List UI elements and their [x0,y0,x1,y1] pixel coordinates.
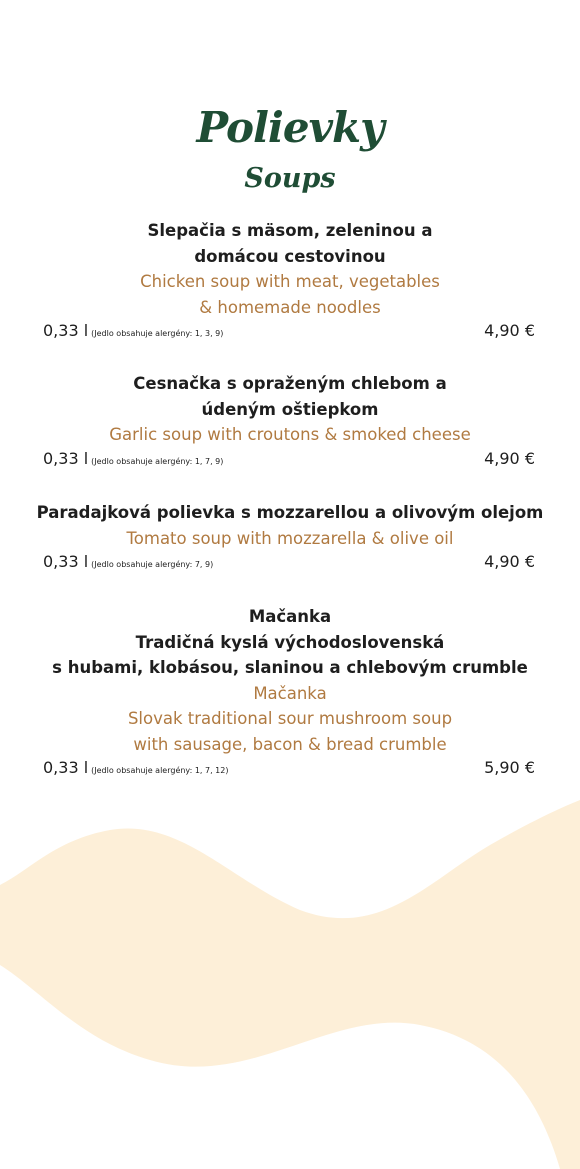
dish-name-en: Chicken soup with meat, vegetables [140,272,440,291]
volume-value: 0,33 l [43,321,89,340]
dish-name-sk: Mačanka [248,607,332,626]
volume-value: 0,33 l [43,552,89,571]
allergen-note: (Jedlo obsahuje alergény: 7, 9) [91,560,214,569]
volume-value: 0,33 l [43,758,89,777]
menu-item [0,371,580,471]
volume-value: 0,33 l [43,448,89,468]
dish-name-en: with sausage, bacon & bread crumble [133,734,447,754]
dish-name-sk: s hubami, klobásou, slaninou a chlebovým crumble [52,658,528,677]
menu-item [0,500,580,574]
page-subtitle: Soups [244,163,336,194]
dish-volume [43,321,223,340]
dish-meta [0,321,580,343]
allergen-note: (Jedlo obsahuje alergény: 1, 3, 9) [91,329,224,338]
dish-price: 4,90 € [484,552,535,571]
allergen-note: (Jedlo obsahuje alergény: 1, 7, 9) [91,456,224,466]
menu-item [0,218,580,343]
dish-name-sk: Slepačia s mäsom, zeleninou a [147,221,433,240]
dish-meta [0,758,580,780]
dish-name-en: Slovak traditional sour mushroom soup [127,709,453,728]
dish-name-en: Tomato soup with mozzarella & olive oil [126,528,454,548]
dish-volume [43,758,228,777]
dish-name-sk: domácou cestovinou [194,246,386,266]
dish-name-sk: údeným oštiepkom [201,399,379,419]
dish-price: 5,90 € [484,758,535,777]
dish-name-en: & homemade noodles [199,297,381,317]
dish-meta [0,552,580,574]
dish-name-en: Garlic soup with croutons & smoked cheese [109,425,471,444]
dish-price: 4,90 € [484,448,535,468]
dish-meta [0,449,580,471]
dish-price: 4,90 € [484,321,535,340]
allergen-note: (Jedlo obsahuje alergény: 1, 7, 12) [91,766,229,775]
dish-name-en: Mačanka [253,683,327,703]
page-title: Polievky [196,103,384,152]
dish-name-sk: Cesnačka s opraženým chlebom a [133,374,447,393]
dish-volume [43,552,213,571]
dish-name-sk: Tradičná kyslá východoslovenská [135,632,445,652]
menu-item [0,604,580,780]
dish-volume [43,449,223,468]
dish-name-sk: Paradajková polievka s mozzarellou a olivovým olejom [36,503,544,522]
